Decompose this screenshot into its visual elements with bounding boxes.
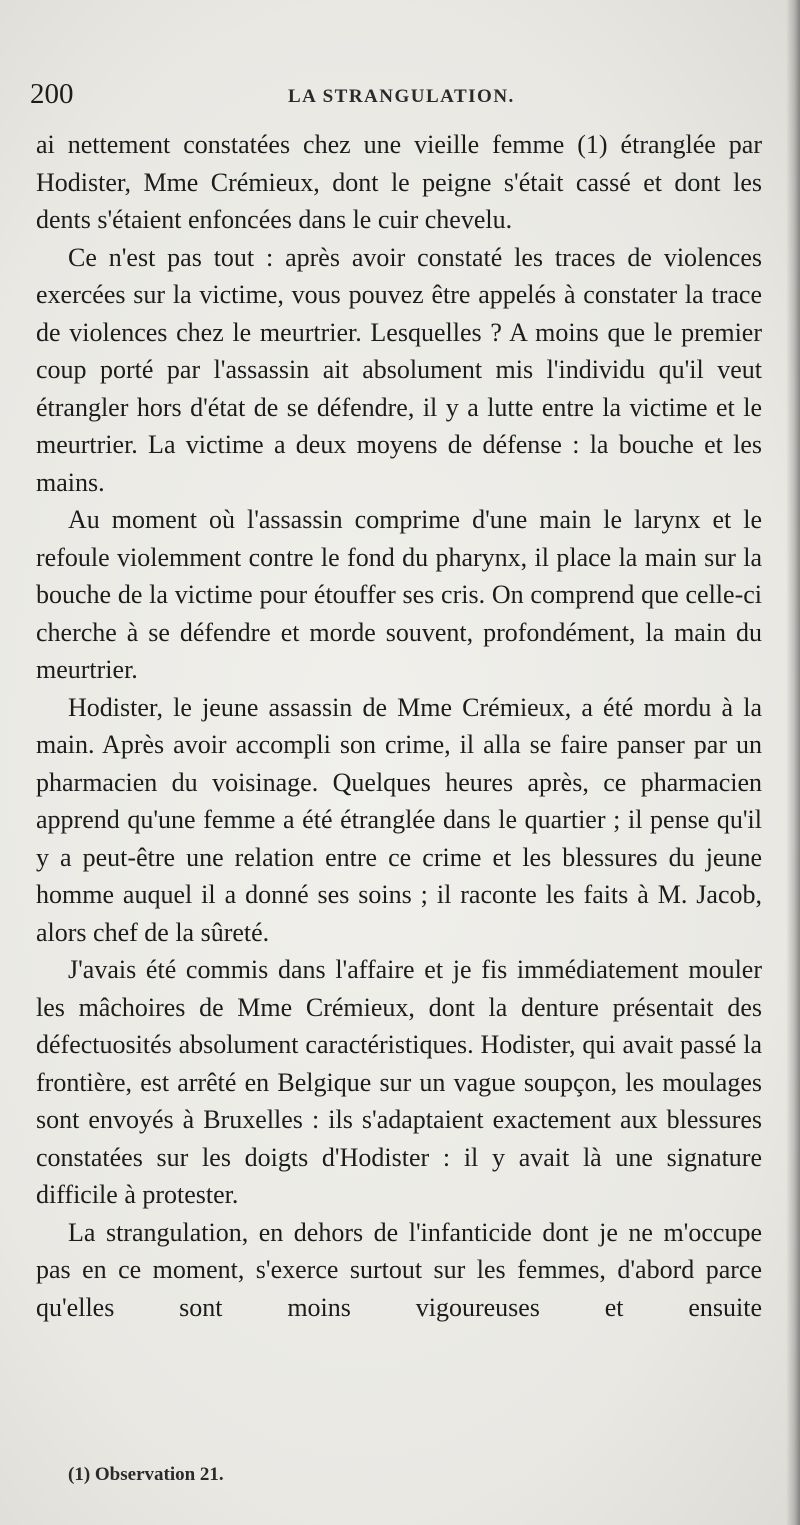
- paragraph-4: Hodister, le jeune assassin de Mme Crémieux, a été mordu à la main. Après avoir accompli son crime, il alla se faire panser par un pharmacien du voisinage. Quelques heures après, ce pharmacien apprend qu'une femme a été étranglée dans le quartier ; il pense qu'il y a peut-être une relation entre ce crime et les blessures du jeune homme auquel il a donné ses soins ; il raconte les faits à M. Jacob, alors chef de la sûreté.: [36, 692, 762, 947]
- paragraph-5: J'avais été commis dans l'affaire et je fis immédiatement mouler les mâchoires de Mme Crémieux, dont la denture présentait des défectuosités absolument caractéristiques. Hodister, qui avait passé la frontière, est arrêté en Belgique sur un vague soupçon, les moulages sont envoyés à Bruxelles : ils s'adaptaient exactement aux blessures constatées sur les doigts d'Hodister : il y avait là une signature difficile à protester.: [36, 955, 762, 1209]
- body-text: [36, 126, 762, 1326]
- running-header: [30, 78, 770, 118]
- paragraph-2: Ce n'est pas tout : après avoir constaté les traces de violences exercées sur la victime, vous pouvez être appelés à constater la trace de violences chez le meurtrier. Lesquelles ? A moins que le premier coup porté par l'assassin ait absolument mis l'individu qu'il veut étrangler hors d'état de se défendre, il y a lutte entre la victime et le meurtrier. La victime a deux moyens de défense : la bouche et les mains.: [36, 242, 762, 497]
- paragraph-1: ai nettement constatées chez une vieille femme (1) étranglée par Hodister, Mme Crémieux, dont le peigne s'était cassé et dont les dents s'étaient enfoncées dans le cuir chevelu.: [36, 130, 762, 234]
- running-title: LA STRANGULATION.: [288, 86, 515, 107]
- page-number: 200: [30, 78, 74, 110]
- footnote: (1) Observation 21.: [68, 1464, 224, 1485]
- paragraph-6: La strangulation, en dehors de l'infanticide dont je ne m'occupe pas en ce moment, s'exerce surtout sur les femmes, d'abord parce qu'elles sont moins vigoureuses et ensuite: [36, 1217, 762, 1322]
- page-edge-shadow: [786, 0, 800, 1525]
- paragraph-3: Au moment où l'assassin comprime d'une main le larynx et le refoule violemment contre le fond du pharynx, il place la main sur la bouche de la victime pour étouffer ses cris. On comprend que celle-ci cherche à se défendre et morde souvent, profondément, la main du meurtrier.: [36, 505, 762, 684]
